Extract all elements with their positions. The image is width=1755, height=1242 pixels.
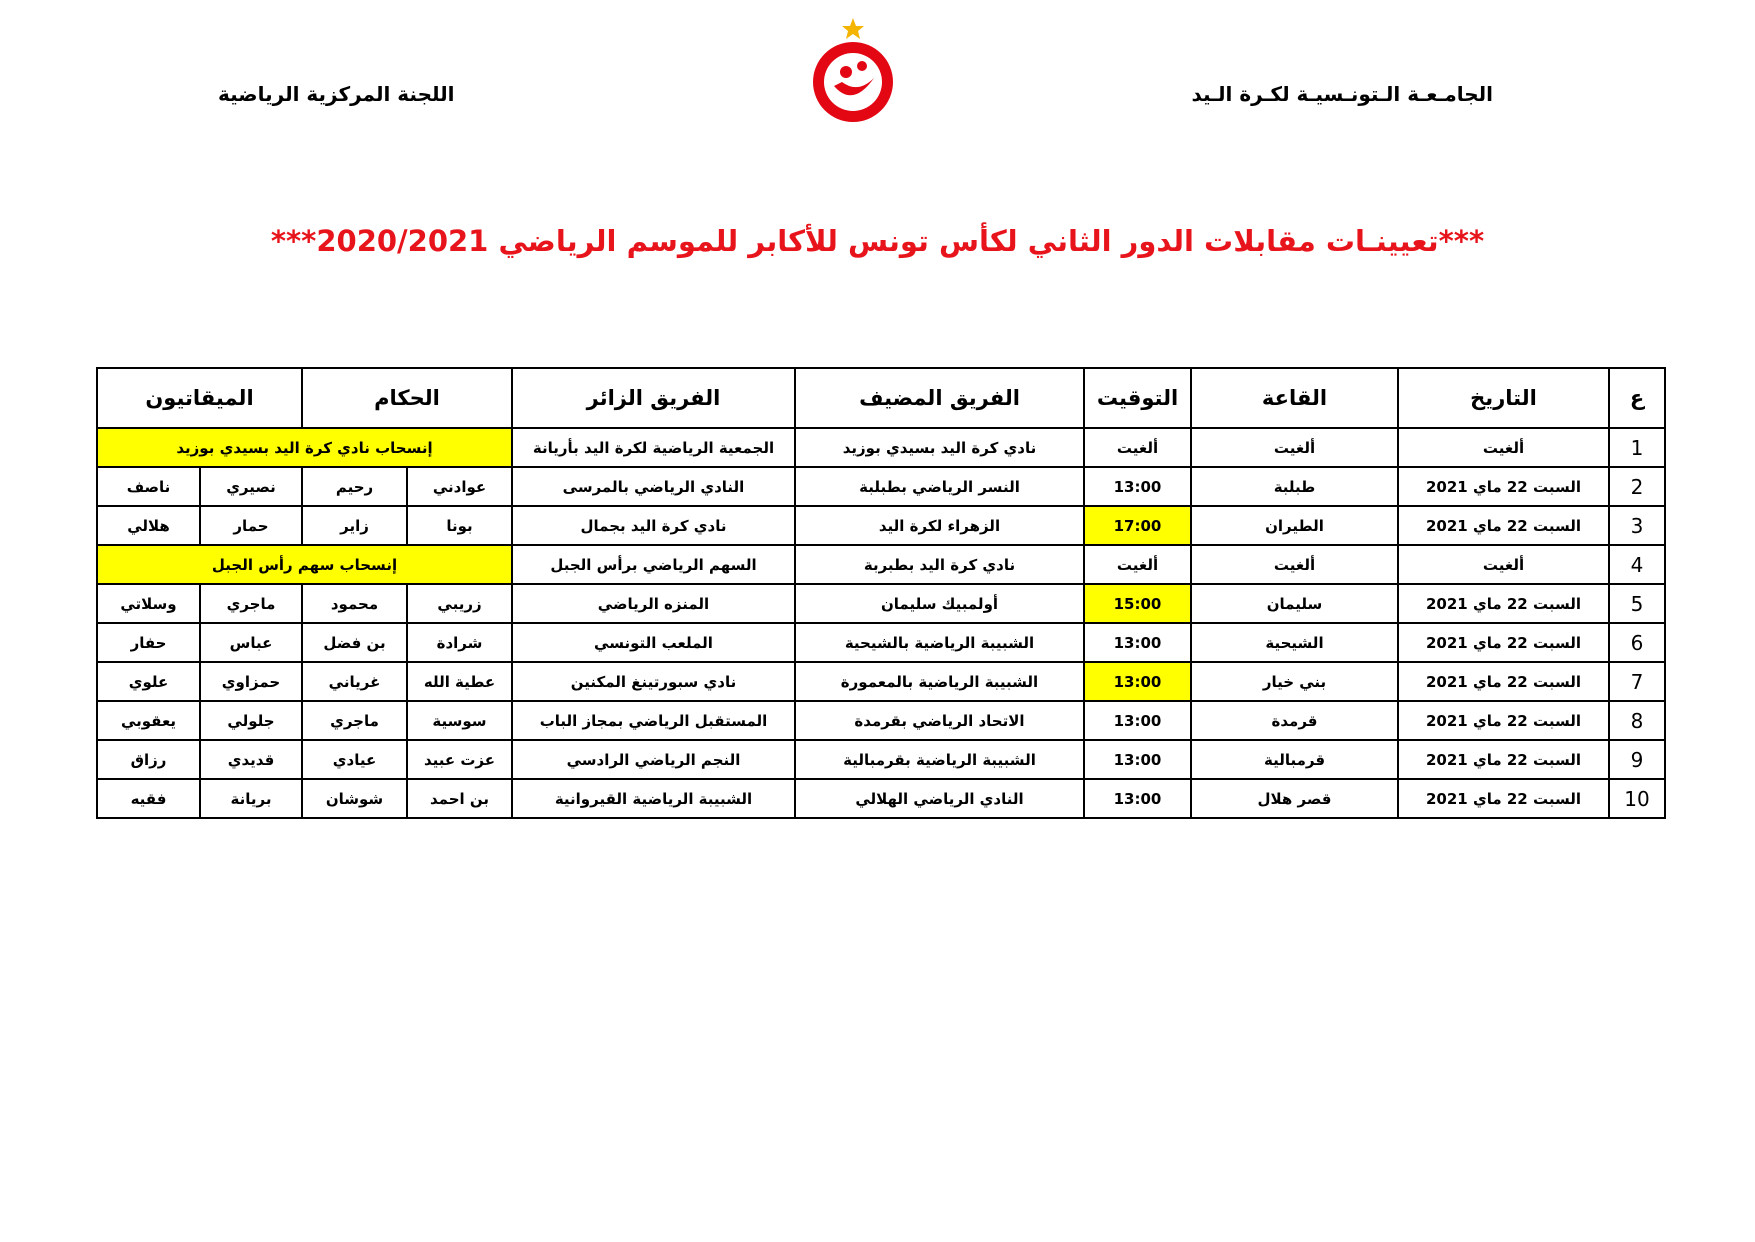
row-venue: قرمدة <box>1191 701 1398 740</box>
row-timekeeper-1: جلولي <box>200 701 302 740</box>
row-venue: بني خيار <box>1191 662 1398 701</box>
row-date: السبت 22 ماي 2021 <box>1398 467 1609 506</box>
row-timekeeper-1: قديدي <box>200 740 302 779</box>
row-time: 13:00 <box>1084 662 1191 701</box>
row-referee-1: عوادني <box>407 467 512 506</box>
table-row <box>97 662 1665 701</box>
row-away-team: نادي سبورتينغ المكنين <box>512 662 795 701</box>
header-venue: القاعة <box>1191 368 1398 428</box>
row-home-team: نادي كرة اليد بسيدي بوزيد <box>795 428 1084 467</box>
row-date: ألغيت <box>1398 428 1609 467</box>
row-referee-2: شوشان <box>302 779 407 818</box>
row-home-team: الزهراء لكرة اليد <box>795 506 1084 545</box>
row-venue: ألغيت <box>1191 428 1398 467</box>
header-timekeepers: الميقاتيون <box>97 368 302 428</box>
row-away-team: السهم الرياضي برأس الجبل <box>512 545 795 584</box>
row-timekeeper-1: حمار <box>200 506 302 545</box>
row-referee-1: سوسية <box>407 701 512 740</box>
table-row <box>97 506 1665 545</box>
row-referee-1: عطية الله <box>407 662 512 701</box>
row-date: السبت 22 ماي 2021 <box>1398 506 1609 545</box>
row-time: 13:00 <box>1084 740 1191 779</box>
table-row <box>97 428 1665 467</box>
row-home-team: الشبيبة الرياضية بالمعمورة <box>795 662 1084 701</box>
row-away-team: النجم الرياضي الرادسي <box>512 740 795 779</box>
row-timekeeper-2: ناصف <box>97 467 200 506</box>
row-timekeeper-1: نصيري <box>200 467 302 506</box>
row-time: ألغيت <box>1084 545 1191 584</box>
table-row <box>97 467 1665 506</box>
row-home-team: نادي كرة اليد بطبربة <box>795 545 1084 584</box>
page-title: ***تعيينـات مقابلات الدور الثاني لكأس تونس للأكابر للموسم الرياضي 2020/2021*** <box>270 224 1485 258</box>
row-venue: طبلبة <box>1191 467 1398 506</box>
table-row <box>97 545 1665 584</box>
row-referee-1: عزت عبيد <box>407 740 512 779</box>
table-header-row <box>97 368 1665 428</box>
row-num: 5 <box>1609 584 1665 623</box>
federation-logo <box>798 16 908 126</box>
row-away-team: نادي كرة اليد بجمال <box>512 506 795 545</box>
row-date: ألغيت <box>1398 545 1609 584</box>
row-num: 2 <box>1609 467 1665 506</box>
row-time: ألغيت <box>1084 428 1191 467</box>
row-timekeeper-2: رزاق <box>97 740 200 779</box>
row-time: 13:00 <box>1084 467 1191 506</box>
row-referee-1: بن احمد <box>407 779 512 818</box>
row-num: 1 <box>1609 428 1665 467</box>
header-home-team: الفريق المضيف <box>795 368 1084 428</box>
row-referee-2: غرياني <box>302 662 407 701</box>
schedule-table <box>96 367 1666 819</box>
row-referee-1: زريبي <box>407 584 512 623</box>
row-home-team: أولمبيك سليمان <box>795 584 1084 623</box>
table-row <box>97 701 1665 740</box>
row-away-team: المنزه الرياضي <box>512 584 795 623</box>
table-row <box>97 584 1665 623</box>
row-time: 13:00 <box>1084 623 1191 662</box>
row-time: 13:00 <box>1084 779 1191 818</box>
row-num: 3 <box>1609 506 1665 545</box>
row-venue: ألغيت <box>1191 545 1398 584</box>
header-away-team: الفريق الزائر <box>512 368 795 428</box>
header-time: التوقيت <box>1084 368 1191 428</box>
row-referee-2: ماجري <box>302 701 407 740</box>
row-away-team: النادي الرياضي بالمرسى <box>512 467 795 506</box>
row-home-team: الشبيبة الرياضية بالشيحية <box>795 623 1084 662</box>
row-referee-2: رحيم <box>302 467 407 506</box>
row-timekeeper-1: ماجري <box>200 584 302 623</box>
row-timekeeper-2: هلالي <box>97 506 200 545</box>
row-num: 8 <box>1609 701 1665 740</box>
row-venue: قرمبالية <box>1191 740 1398 779</box>
row-referee-2: بن فضل <box>302 623 407 662</box>
row-date: السبت 22 ماي 2021 <box>1398 779 1609 818</box>
row-timekeeper-2: يعقوبي <box>97 701 200 740</box>
header-num: ع <box>1609 368 1665 428</box>
row-num: 7 <box>1609 662 1665 701</box>
row-referee-2: عيادي <box>302 740 407 779</box>
row-num: 9 <box>1609 740 1665 779</box>
table-row <box>97 740 1665 779</box>
committee-name: اللجنة المركزية الرياضية <box>218 82 455 106</box>
row-venue: سليمان <box>1191 584 1398 623</box>
row-num: 4 <box>1609 545 1665 584</box>
federation-name: الجامـعـة الـتونـسيـة لكـرة الـيد <box>1191 82 1493 106</box>
row-date: السبت 22 ماي 2021 <box>1398 701 1609 740</box>
row-timekeeper-1: عباس <box>200 623 302 662</box>
row-time: 17:00 <box>1084 506 1191 545</box>
row-referee-1: شرادة <box>407 623 512 662</box>
row-timekeeper-2: حفار <box>97 623 200 662</box>
row-home-team: الشبيبة الرياضية بقرمبالية <box>795 740 1084 779</box>
row-date: السبت 22 ماي 2021 <box>1398 740 1609 779</box>
row-away-team: الجمعية الرياضية لكرة اليد بأريانة <box>512 428 795 467</box>
row-timekeeper-1: حمزاوي <box>200 662 302 701</box>
table-row <box>97 623 1665 662</box>
row-away-team: الشبيبة الرياضية القيروانية <box>512 779 795 818</box>
header-referees: الحكام <box>302 368 512 428</box>
row-timekeeper-2: فقيه <box>97 779 200 818</box>
row-timekeeper-1: بريانة <box>200 779 302 818</box>
table-row <box>97 779 1665 818</box>
row-referee-1: بونا <box>407 506 512 545</box>
row-date: السبت 22 ماي 2021 <box>1398 662 1609 701</box>
row-referee-2: زاير <box>302 506 407 545</box>
row-time: 15:00 <box>1084 584 1191 623</box>
row-away-team: المستقبل الرياضي بمجاز الباب <box>512 701 795 740</box>
star-icon <box>842 18 864 39</box>
row-away-team: الملعب التونسي <box>512 623 795 662</box>
withdrawal-note: إنسحاب سهم رأس الجبل <box>97 545 512 584</box>
row-date: السبت 22 ماي 2021 <box>1398 623 1609 662</box>
row-num: 6 <box>1609 623 1665 662</box>
row-referee-2: محمود <box>302 584 407 623</box>
row-timekeeper-2: علوي <box>97 662 200 701</box>
header-date: التاريخ <box>1398 368 1609 428</box>
withdrawal-note: إنسحاب نادي كرة اليد بسيدي بوزيد <box>97 428 512 467</box>
row-home-team: الاتحاد الرياضي بقرمدة <box>795 701 1084 740</box>
row-timekeeper-2: وسلاتي <box>97 584 200 623</box>
row-time: 13:00 <box>1084 701 1191 740</box>
row-home-team: النادي الرياضي الهلالي <box>795 779 1084 818</box>
row-date: السبت 22 ماي 2021 <box>1398 584 1609 623</box>
row-venue: قصر هلال <box>1191 779 1398 818</box>
row-venue: الطيران <box>1191 506 1398 545</box>
row-num: 10 <box>1609 779 1665 818</box>
row-home-team: النسر الرياضي بطبلبة <box>795 467 1084 506</box>
row-venue: الشيحية <box>1191 623 1398 662</box>
